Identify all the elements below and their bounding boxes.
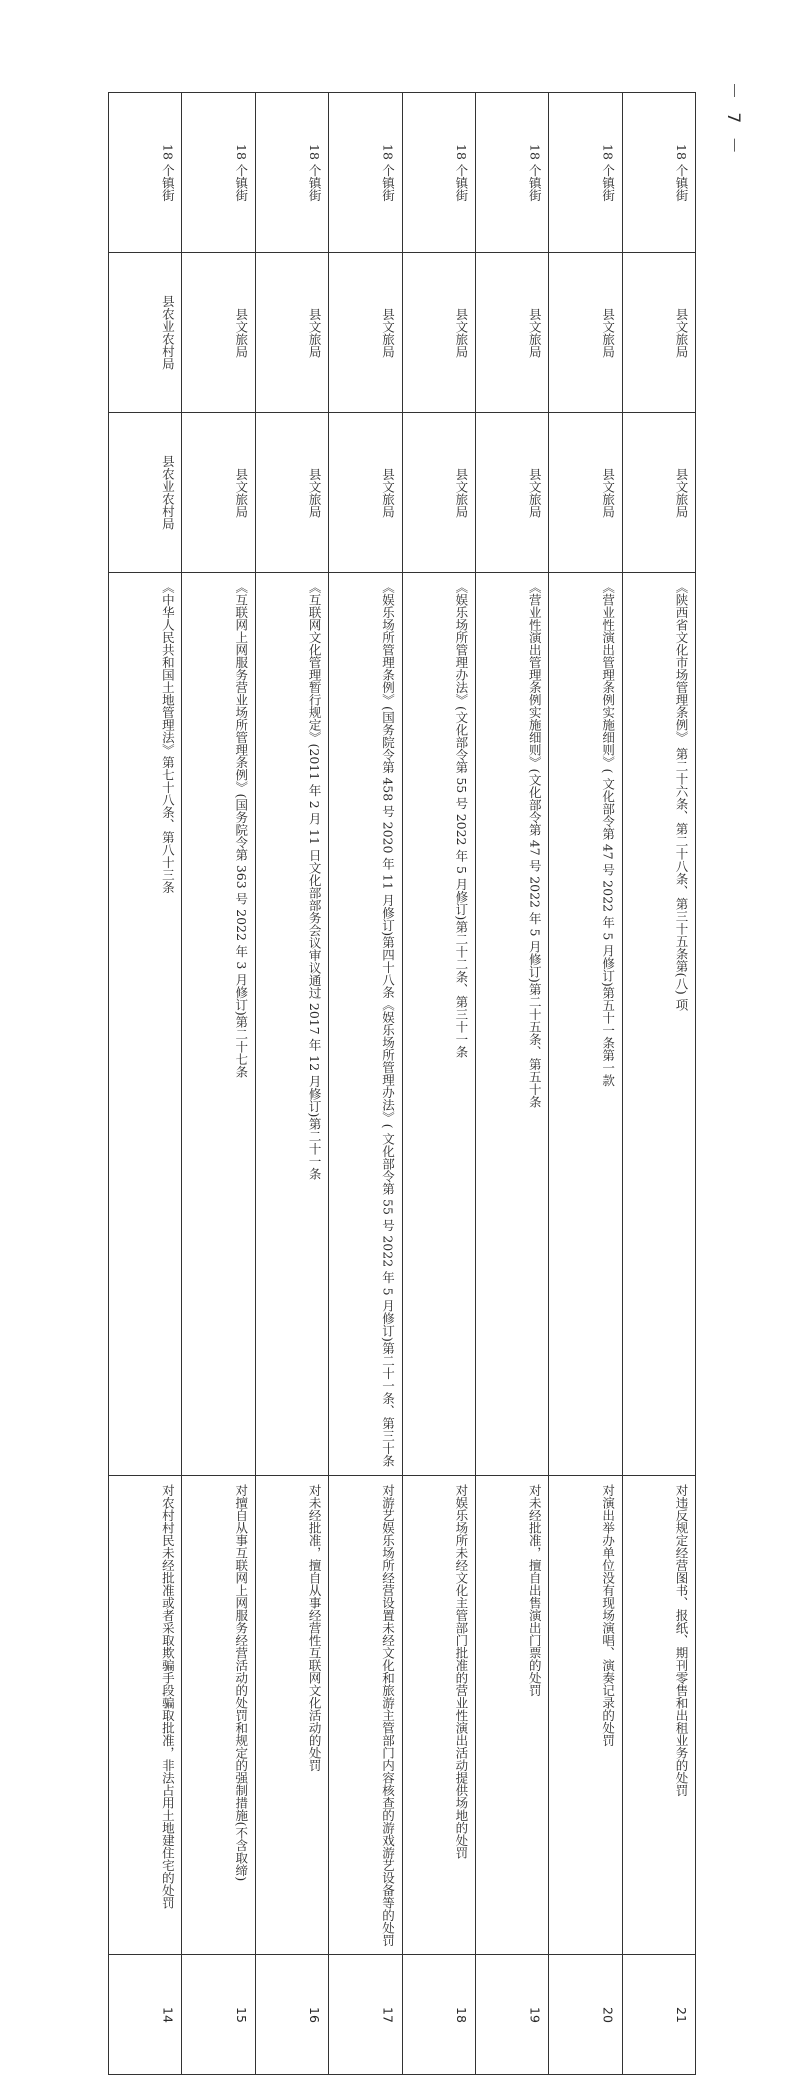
number-row (109, 1955, 696, 2075)
department-cell: 县农业农村局 (109, 413, 182, 573)
department-cell: 县文旅局 (402, 253, 475, 413)
department-cell: 县文旅局 (622, 413, 695, 573)
legal-basis-cell: 《营业性演出管理条例实施细则》(文化部令第 47 号 2022 年 5 月修订)第二十五条、第五十条 (475, 573, 548, 1476)
legal-basis-cell: 《中华人民共和国土地管理法》第七十八条、第八十三条 (109, 573, 182, 1476)
department-row (109, 253, 696, 413)
legal-basis-cell: 《娱乐场所管理办法》(文化部令第 55 号 2022 年 5 月修订)第二十二条、第三十一条 (402, 573, 475, 1476)
department-cell: 县文旅局 (475, 253, 548, 413)
item-name-cell: 对娱乐场所未经文化主管部门批准的营业性演出活动提供场地的处罚 (402, 1475, 475, 1955)
department-cell: 县文旅局 (255, 253, 328, 413)
scope-cell: 18 个镇街 (109, 93, 182, 253)
department-cell: 县文旅局 (182, 413, 255, 573)
legal-basis-cell: 《陕西省文化市场管理条例》 第二十六条、第二十八条、第三十五条第(八) 项 (622, 573, 695, 1476)
department-cell: 县文旅局 (329, 253, 402, 413)
department-cell: 县农业农村局 (109, 253, 182, 413)
legal-basis-cell: 《互联网文化管理暂行规定》(2011 年 2 月 11 日文化部部务会议审议通过 2017 年 12 月修订)第二十一条 (255, 573, 328, 1476)
item-name-cell: 对未经批准，擅自出售演出门票的处罚 (475, 1475, 548, 1955)
item-name-cell: 对未经批准，擅自从事经营性互联网文化活动的处罚 (255, 1475, 328, 1955)
scope-row (109, 93, 696, 253)
enforcement-items-table (108, 92, 696, 2075)
legal-basis-cell: 《营业性演出管理条例实施细则》( 文化部令第 47 号 2022 年 5 月修订)第五十一条第一款 (549, 573, 622, 1476)
legal-basis-row (109, 573, 696, 1476)
department-row (109, 413, 696, 573)
department-cell: 县文旅局 (475, 413, 548, 573)
item-name-cell: 对演出举办单位没有现场演唱、演奏记录的处罚 (549, 1475, 622, 1955)
scope-cell: 18 个镇街 (182, 93, 255, 253)
legal-basis-cell: 《互联网上网服务营业场所管理条例》(国务院令第 363 号 2022 年 3 月修订)第二十七条 (182, 573, 255, 1476)
row-number-cell: 14 (109, 1955, 182, 2075)
row-number-cell: 17 (329, 1955, 402, 2075)
department-cell: 县文旅局 (549, 253, 622, 413)
department-cell: 县文旅局 (329, 413, 402, 573)
item-name-cell: 对游艺娱乐场所经营设置未经文化和旅游主管部门内容核查的游戏游艺设备等的处罚 (329, 1475, 402, 1955)
scope-cell: 18 个镇街 (255, 93, 328, 253)
department-cell: 县文旅局 (402, 413, 475, 573)
page-number: － 7 － (723, 82, 743, 158)
item-name-row (109, 1475, 696, 1955)
legal-basis-cell: 《娱乐场所管理条例》(国务院令第 458 号 2020 年 11 月修订)第四十八条《娱乐场所管理办法》( 文化部令第 55 号 2022 年 5 月修订)第二十一条、第三十条 (329, 573, 402, 1476)
department-cell: 县文旅局 (622, 253, 695, 413)
row-number-cell: 18 (402, 1955, 475, 2075)
scope-cell: 18 个镇街 (402, 93, 475, 253)
item-name-cell: 对农村村民未经批准或者采取欺骗手段骗取批准，非法占用土地建住宅的处罚 (109, 1475, 182, 1955)
scope-cell: 18 个镇街 (475, 93, 548, 253)
scope-cell: 18 个镇街 (622, 93, 695, 253)
row-number-cell: 20 (549, 1955, 622, 2075)
department-cell: 县文旅局 (255, 413, 328, 573)
department-cell: 县文旅局 (549, 413, 622, 573)
item-name-cell: 对违反规定经营图书、报纸、期刊零售和出租业务的处罚 (622, 1475, 695, 1955)
department-cell: 县文旅局 (182, 253, 255, 413)
row-number-cell: 21 (622, 1955, 695, 2075)
row-number-cell: 19 (475, 1955, 548, 2075)
scope-cell: 18 个镇街 (549, 93, 622, 253)
scope-cell: 18 个镇街 (329, 93, 402, 253)
row-number-cell: 16 (255, 1955, 328, 2075)
item-name-cell: 对擅自从事互联网上网服务经营活动的处罚和规定的强制措施(不含取缔) (182, 1475, 255, 1955)
row-number-cell: 15 (182, 1955, 255, 2075)
